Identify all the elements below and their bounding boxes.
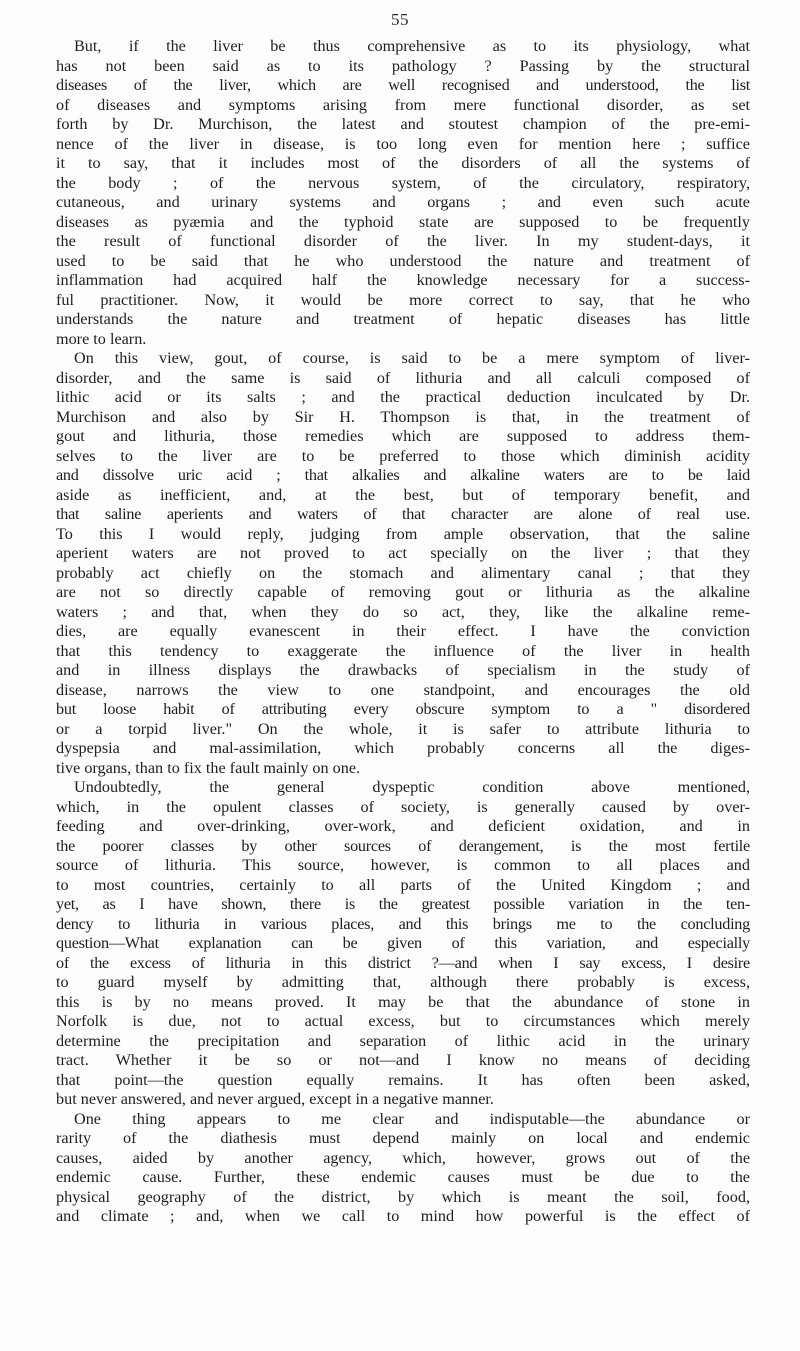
text-line: selves to the liver are to be preferred to those which diminish acidity xyxy=(56,446,750,465)
text-line: has not been said as to its pathology ? Passing by the structural xyxy=(56,56,750,75)
text-line: nence of the liver in disease, is too long even for mention here ; suffice xyxy=(56,134,750,153)
text-line: aside as inefficient, and, at the best, but of temporary benefit, and xyxy=(56,485,750,504)
text-line: tract. Whether it be so or not—and I know no means of deciding xyxy=(56,1051,750,1069)
text-line: disease, narrows the view to one standpoint, and encourages the old xyxy=(56,680,750,699)
page-number: 55 xyxy=(391,10,409,29)
text-line: lithic acid or its salts ; and the practical deduction inculcated by Dr. xyxy=(56,388,750,406)
text-line: yet, as I have shown, there is the greatest possible variation in the ten- xyxy=(56,895,750,913)
text-line: this is by no means proved. It may be that the abundance of stone in xyxy=(56,992,750,1011)
text-line: On this view, gout, of course, is said to be a mere symptom of liver- xyxy=(74,349,750,367)
text-line: dies, are equally evanescent in their effect. I have the conviction xyxy=(56,622,750,640)
text-line: rarity of the diathesis must depend mainly on local and endemic xyxy=(56,1129,750,1147)
text-line: inflammation had acquired half the knowledge necessary for a success- xyxy=(56,271,750,289)
text-line: but loose habit of attributing every obscure symptom to a " disordered xyxy=(56,700,750,718)
text-line: and climate ; and, when we call to mind how powerful is the effect of xyxy=(56,1207,750,1225)
text-line: understands the nature and treatment of hepatic diseases has little xyxy=(56,310,750,328)
text-line: of diseases and symptoms arising from mere functional disorder, as set xyxy=(56,95,750,114)
text-line: and dissolve uric acid ; that alkalies and alkaline waters are to be laid xyxy=(56,466,750,484)
text-line: source of lithuria. This source, however, is common to all places and xyxy=(56,856,750,874)
text-line: that saline aperients and waters of that character are alone of real use. xyxy=(56,505,750,523)
text-line: One thing appears to me clear and indisputable—the abundance or xyxy=(74,1109,750,1128)
text-line: waters ; and that, when they do so act, they, like the alkaline reme- xyxy=(56,602,750,621)
text-line: Norfolk is due, not to actual excess, but to circumstances which merely xyxy=(56,1012,750,1030)
text-line: probably act chiefly on the stomach and alimentary canal ; that they xyxy=(56,563,750,582)
text-line: to most countries, certainly to all parts of the United Kingdom ; and xyxy=(56,875,750,894)
text-line: Murchison and also by Sir H. Thompson is that, in the treatment of xyxy=(56,407,750,426)
text-line: determine the precipitation and separation of lithic acid in the urinary xyxy=(56,1031,750,1050)
text-line: dency to lithuria in various places, and this brings me to the concluding xyxy=(56,914,750,933)
text-line: endemic cause. Further, these endemic causes must be due to the xyxy=(56,1168,750,1186)
text-line: used to be said that he who understood the nature and treatment of xyxy=(56,251,750,270)
text-line: causes, aided by another agency, which, however, grows out of the xyxy=(56,1148,750,1167)
text-line: the result of functional disorder of the liver. In my student-days, it xyxy=(56,232,750,250)
text-line: ful practitioner. Now, it would be more correct to say, that he who xyxy=(56,290,750,309)
text-line: dyspepsia and mal-assimilation, which probably concerns all the diges- xyxy=(56,739,750,757)
text-line: Undoubtedly, the general dyspeptic condition above mentioned, xyxy=(74,778,750,796)
text-line: and in illness displays the drawbacks of specialism in the study of xyxy=(56,661,750,679)
text-line: the body ; of the nervous system, of the circulatory, respiratory, xyxy=(56,173,750,192)
text-line: physical geography of the district, by which is meant the soil, food, xyxy=(56,1187,750,1206)
text-line: it to say, that it includes most of the disorders of all the systems of xyxy=(56,154,750,172)
text-line: aperient waters are not proved to act specially on the liver ; that they xyxy=(56,544,750,562)
text-line: of the excess of lithuria in this district ?—and when I say excess, I desire xyxy=(56,953,750,972)
text-line: feeding and over-drinking, over-work, and deficient oxidation, and in xyxy=(56,817,750,835)
text-line: diseases as pyæmia and the typhoid state are supposed to be frequently xyxy=(56,212,750,231)
text-line: gout and lithuria, those remedies which are supposed to address them- xyxy=(56,427,750,445)
text-line: cutaneous, and urinary systems and organs ; and even such acute xyxy=(56,193,750,211)
text-line: but never answered, and never argued, except in a negative manner. xyxy=(56,1090,494,1108)
text-line: tive organs, than to fix the fault mainly on one. xyxy=(56,758,361,777)
text-line: that point—the question equally remains. It has often been asked, xyxy=(56,1070,750,1089)
text-line: To this I would reply, judging from ample observation, that the saline xyxy=(56,524,750,543)
text-line: disorder, and the same is said of lithuria and all calculi composed of xyxy=(56,368,750,387)
text-line: or a torpid liver." On the whole, it is safer to attribute lithuria to xyxy=(56,719,750,738)
text-line: which, in the opulent classes of society, is generally caused by over- xyxy=(56,797,750,816)
text-line: the poorer classes by other sources of derangement, is the most fertile xyxy=(56,836,750,855)
text-line: to guard myself by admitting that, although there probably is excess, xyxy=(56,973,750,991)
text-line: But, if the liver be thus comprehensive as to its physiology, what xyxy=(74,37,750,55)
text-line: question—What explanation can be given of this variation, and especially xyxy=(56,934,750,952)
text-line: diseases of the liver, which are well recognised and understood, the list xyxy=(56,76,750,94)
text-line: forth by Dr. Murchison, the latest and stoutest champion of the pre-emi- xyxy=(56,115,750,133)
text-line: that this tendency to exaggerate the influence of the liver in health xyxy=(56,641,750,660)
body-text xyxy=(56,37,750,1227)
text-line: more to learn. xyxy=(56,329,147,348)
text-line: are not so directly capable of removing gout or lithuria as the alkaline xyxy=(56,583,750,601)
